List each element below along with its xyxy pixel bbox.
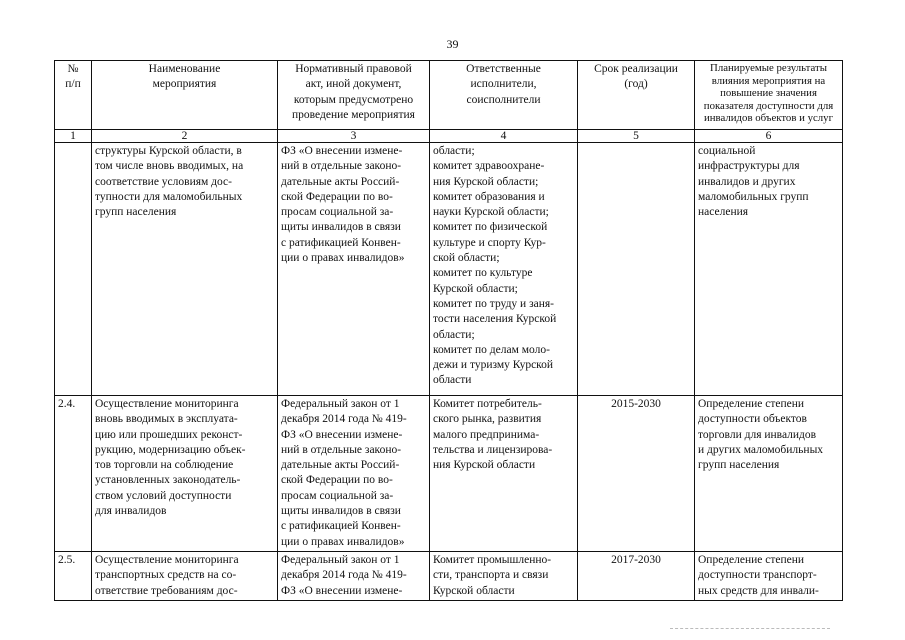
legal-act-cell [278,551,430,600]
planned-results-cell [695,396,843,552]
executors-line: науки Курской области; [433,206,549,219]
executors-cell [430,143,578,396]
header-row [55,61,843,130]
measure-name-line: том числе вновь вводимых, на [95,160,244,173]
executors-line: Курской области; [433,282,518,295]
planned-results-line: Определение степени [698,553,805,566]
measure-name-line: тупности для маломобильных [95,190,243,203]
table-row [55,143,843,396]
header-legal-act: Нормативный правовой акт, иной документ, которым предусмотрено проведение мероприятия [278,61,430,130]
row-number-cell: 2.5. [55,551,92,600]
planned-results-line: доступности транспорт- [698,569,817,582]
planned-results-line: групп населения [698,459,780,472]
executors-cell [430,396,578,552]
measure-name-line: для инвалидов [95,505,167,518]
legal-act-line: Федеральный закон от 1 [281,553,400,566]
measure-name-line: цию или прошедших реконст- [95,428,243,441]
measure-name-line: тов торговли на соблюдение [95,459,234,472]
measures-table-body [55,61,843,601]
column-number: 4 [430,130,578,143]
measure-name-line: групп населения [95,206,177,219]
measure-name-line: рукцию, модернизацию объек- [95,443,246,456]
measure-name-line: установленных законодатель- [95,474,241,487]
measure-name-cell [92,143,278,396]
row-number-cell: 2.4. [55,396,92,552]
column-number: 5 [578,130,695,143]
executors-line: тельства и лицензирова- [433,443,553,456]
executors-line: Курской области [433,584,515,597]
measure-name-line: Осуществление мониторинга [95,398,239,410]
legal-act-line: ции о правах инвалидов» [281,535,405,548]
executors-line: области [433,374,472,387]
measure-name-line: соответствие условиям дос- [95,175,232,188]
legal-act-line: Федеральный закон от 1 [281,398,400,410]
legal-act-line: декабря 2014 года № 419- [281,569,407,582]
planned-results-line: маломобильных групп [698,190,809,203]
legal-act-line: с ратификацией Конвен- [281,520,401,533]
measure-name-line: вновь вводимых в эксплуата- [95,413,238,426]
header-measure-name: Наименование мероприятия [92,61,278,130]
table-row [55,396,843,552]
legal-act-line: ской Федерации по во- [281,474,393,487]
planned-results-line: инвалидов и других [698,175,796,188]
executors-line: Комитет промышленно- [433,553,552,566]
legal-act-line: ФЗ «О внесении измене- [281,428,403,441]
executors-line: Комитет потребитель- [433,398,542,410]
executors-line: комитет по делам моло- [433,343,550,356]
planned-results-line: Определение степени [698,398,805,410]
measure-name-line: ответствие требованиям дос- [95,584,238,597]
row-number-cell [55,143,92,396]
legal-act-line: дательные акты Россий- [281,459,400,472]
measures-table [54,60,843,601]
executors-line: комитет по труду и заня- [433,297,554,310]
executors-line: ния Курской области [433,459,536,472]
scan-artifact-line [670,628,830,630]
legal-act-line: ции о правах инвалидов» [281,252,405,265]
executors-line: комитет по культуре [433,267,533,280]
planned-results-cell [695,551,843,600]
header-planned-results: Планируемые результаты влияния мероприятия на повышение значения показателя доступности для инвалидов объектов и услуг [695,61,843,130]
executors-line: области; [433,328,475,341]
measure-name-line: структуры Курской области, в [95,145,242,157]
header-number: № п/п [55,61,92,130]
table-row [55,551,843,600]
executors-line: малого предпринима- [433,428,540,441]
measure-name-cell [92,551,278,600]
legal-act-line: с ратификацией Конвен- [281,236,401,249]
planned-results-line: ных средств для инвали- [698,584,819,597]
legal-act-line: дательные акты Россий- [281,175,400,188]
executors-line: комитет по физической [433,221,548,234]
page-number: 39 [446,37,459,51]
executors-line: комитет образования и [433,190,545,203]
executors-line: дежи и туризму Курской [433,359,554,372]
legal-act-cell [278,396,430,552]
legal-act-line: щиты инвалидов в связи [281,221,401,234]
measure-name-line: ством условий доступности [95,489,232,502]
executors-line: комитет здравоохране- [433,160,545,173]
column-numbers-row [55,130,843,143]
legal-act-line: щиты инвалидов в связи [281,505,401,518]
term-cell: 2015-2030 [578,396,695,552]
planned-results-line: инфраструктуры для [698,160,800,173]
executors-line: ского рынка, развития [433,413,542,426]
term-cell: 2017-2030 [578,551,695,600]
executors-line: культуре и спорту Кур- [433,236,546,249]
term-cell [578,143,695,396]
planned-results-line: населения [698,206,749,219]
executors-cell [430,551,578,600]
planned-results-line: и других маломобильных [698,443,824,456]
header-term: Срок реализации (год) [578,61,695,130]
legal-act-line: просам социальной за- [281,206,394,219]
legal-act-line: ний в отдельные законо- [281,443,402,456]
executors-line: ской области; [433,252,500,265]
legal-act-line: декабря 2014 года № 419- [281,413,407,426]
executors-line: ния Курской области; [433,175,539,188]
legal-act-line: просам социальной за- [281,489,394,502]
planned-results-cell [695,143,843,396]
planned-results-line: социальной [698,145,756,157]
executors-line: сти, транспорта и связи [433,569,549,582]
legal-act-line: ФЗ «О внесении измене- [281,584,403,597]
header-executors: Ответственные исполнители, соисполнители [430,61,578,130]
measure-name-line: транспортных средств на со- [95,569,237,582]
planned-results-line: доступности объектов [698,413,807,426]
legal-act-line: ний в отдельные законо- [281,160,402,173]
planned-results-line: торговли для инвалидов [698,428,817,441]
legal-act-line: ской Федерации по во- [281,190,393,203]
measure-name-cell [92,396,278,552]
column-number: 6 [695,130,843,143]
legal-act-cell [278,143,430,396]
column-number: 1 [55,130,92,143]
executors-line: тости населения Курской [433,313,557,326]
measure-name-line: Осуществление мониторинга [95,553,239,566]
column-number: 3 [278,130,430,143]
executors-line: области; [433,145,475,157]
legal-act-line: ФЗ «О внесении измене- [281,145,403,157]
column-number: 2 [92,130,278,143]
